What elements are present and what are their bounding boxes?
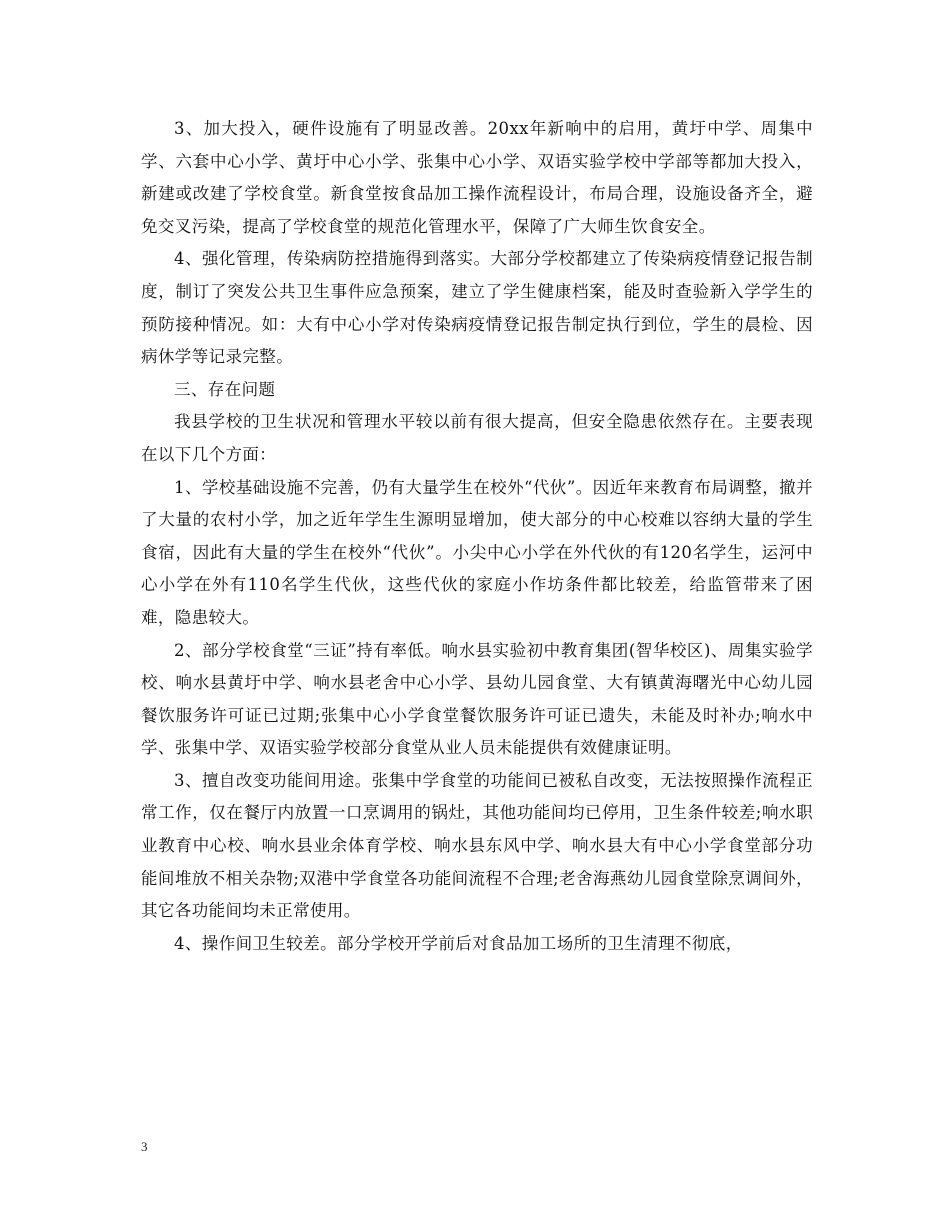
- paragraph-problem-1: 1、学校基础设施不完善，仍有大量学生在校外“代伙”。因近年来教育布局调整，撤并了大量的农村小学，加之近年学生生源明显增加，使大部分的中心校难以容纳大量的学生食宿，因此有大量的学生在校外“代伙”。小尖中心小学在外代伙的有120名学生，运河中心小学在外有110名学生代伙，这些代伙的家庭小作坊条件都比较差，给监管带来了困难，隐患较大。: [141, 477, 813, 627]
- paragraph-investment: 3、加大投入，硬件设施有了明显改善。20xx年新响中的启用，黄圩中学、周集中学、六套中心小学、黄圩中心小学、张集中心小学、双语实验学校中学部等都加大投入，新建或改建了学校食堂。新食堂按食品加工操作流程设计，布局合理，设施设备齐全，避免交叉污染，提高了学校食堂的规范化管理水平，保障了广大师生饮食安全。: [141, 119, 813, 236]
- document-body: [141, 113, 813, 960]
- paragraph-problem-2: 2、部分学校食堂“三证”持有率低。响水县实验初中教育集团(智华校区)、周集实验学校、响水县黄圩中学、响水县老舍中心小学、县幼儿园食堂、大有镇黄海曙光中心幼儿园餐饮服务许可证已过期;张集中心小学食堂餐饮服务许可证已遗失，未能及时补办;响水中学、张集中学、双语实验学校部分食堂从业人员未能提供有效健康证明。: [141, 640, 813, 758]
- page-number: 3: [141, 1139, 148, 1154]
- paragraph-problem-3: 3、擅自改变功能间用途。张集中学食堂的功能间已被私自改变，无法按照操作流程正常工作，仅在餐厅内放置一口烹调用的锅灶，其他功能间均已停用，卫生条件较差;响水职业教育中心校、响水县业余体育学校、响水县东风中学、响水县大有中心小学食堂部分功能间堆放不相关杂物;双港中学食堂各功能间流程不合理;老舍海燕幼儿园食堂除烹调间外，其它各功能间均未正常使用。: [141, 770, 813, 921]
- section-heading-problems: 三、存在问题: [174, 379, 276, 399]
- paragraph-problems-intro: 我县学校的卫生状况和管理水平较以前有很大提高，但安全隐患依然存在。主要表现在以下几个方面：: [141, 412, 813, 464]
- paragraph-management: 4、强化管理，传染病防控措施得到落实。大部分学校都建立了传染病疫情登记报告制度，制订了突发公共卫生事件应急预案，建立了学生健康档案，能及时查验新入学学生的预防接种情况。如：大有中心小学对传染病疫情登记报告制定执行到位，学生的晨检、因病休学等记录完整。: [141, 249, 813, 367]
- paragraph-problem-4: 4、操作间卫生较差。部分学校开学前后对食品加工场所的卫生清理不彻底，: [174, 933, 743, 953]
